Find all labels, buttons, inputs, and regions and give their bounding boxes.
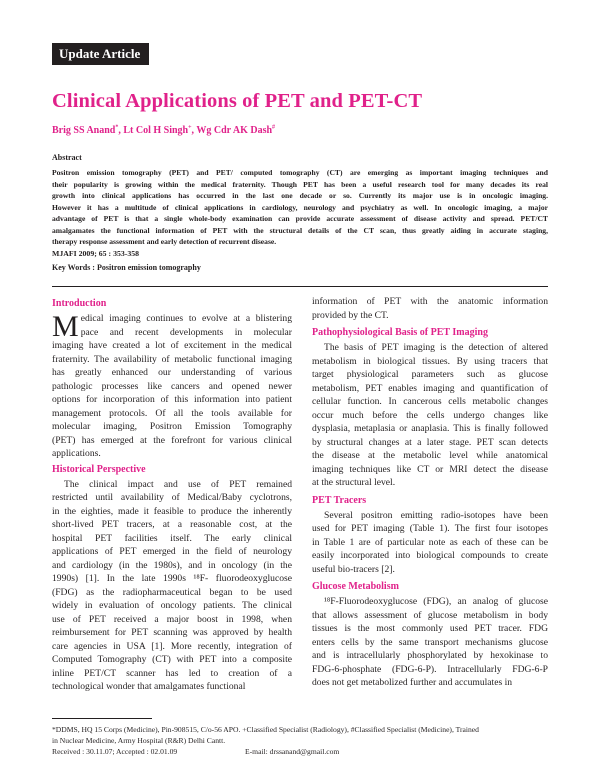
text-line: 1990s) [1]. In the late 1990s ¹⁸F- fluorodeoxyglucose bbox=[52, 573, 292, 584]
text-line: information of PET with the anatomic information bbox=[312, 296, 548, 307]
text-line: tissues is the most commonly used PET tracer. FDG bbox=[312, 623, 548, 634]
text-line: short-lived PET tracers, at a reasonable cost, at the bbox=[52, 519, 292, 530]
continued-paragraph bbox=[312, 295, 548, 322]
history-paragraph bbox=[52, 478, 292, 694]
text-line: pace and recent developments in molecular bbox=[80, 326, 292, 338]
received-dates: Received : 30.11.07; Accepted : 02.01.09 bbox=[52, 747, 178, 756]
text-line: target physiological parameters such as glucose bbox=[312, 369, 548, 380]
text-line: (FDG) as the radiopharmaceutical began to be used bbox=[52, 586, 292, 598]
article-type-badge: Update Article bbox=[52, 43, 149, 65]
text-line: The basis of PET imaging is the detection of altered bbox=[324, 342, 548, 353]
section-heading-pet-tracers: PET Tracers bbox=[312, 494, 367, 506]
drop-cap: M bbox=[52, 310, 79, 343]
section-heading-historical: Historical Perspective bbox=[52, 463, 146, 475]
text-line: The clinical impact and use of PET remained bbox=[64, 478, 292, 490]
text-line: metabolism in biological tissues. By using tracers that bbox=[312, 355, 548, 367]
text-line: pathologic processes like cancers and opened newer bbox=[52, 380, 292, 392]
text-line: and cardiology (in the 1980s), and in oncology (in the bbox=[52, 559, 292, 571]
text-line: growth into clinical applications has occurred in the last one decade or so. Currently its major use is in oncologic imaging. bbox=[52, 191, 548, 200]
glucose-paragraph bbox=[312, 595, 548, 690]
section-heading-glucose: Glucose Metabolism bbox=[312, 581, 399, 592]
text-line: technological wonder that amalgamates functional bbox=[52, 681, 246, 692]
text-line: ¹⁸F-Fluorodeoxyglucose (FDG), an analog of glucose bbox=[324, 596, 548, 607]
abstract-heading: Abstract bbox=[52, 153, 82, 162]
text-line: widely in evaluation of oncology patients. The clinical bbox=[52, 600, 292, 611]
abstract-body bbox=[52, 167, 548, 248]
text-line: useful bio-tracers [2]. bbox=[312, 563, 395, 575]
divider bbox=[52, 286, 548, 287]
text-line: FDG-6-phosphate (FDG-6-P). Intracellularly FDG-6-P bbox=[312, 663, 548, 675]
text-line: care agencies in USA [1]. More recently, integration of bbox=[52, 640, 292, 652]
text-line: applications of PET emerged in the field of neurology bbox=[52, 546, 292, 557]
text-line: in the eighties, made it feasible to produce the inherently bbox=[52, 505, 292, 517]
text-line: Several positron emitting radio-isotopes have been bbox=[324, 509, 548, 521]
text-line: enters cells by the same transport mechanisms glucose bbox=[312, 636, 548, 648]
text-line: management protocols. Of all the tools available for bbox=[52, 407, 292, 419]
citation: MJAFI 2009; 65 : 353-358 bbox=[52, 249, 140, 258]
text-line: reimbursement for PET scanning was approved by health bbox=[52, 627, 292, 638]
footnote-divider bbox=[52, 718, 152, 719]
keywords: Key Words : Positron emission tomography bbox=[52, 263, 201, 272]
footnote-affiliations: *DDMS, HQ 15 Corps (Medicine), Pin-908515, C/o-56 APO. +Classified Specialist (Radiology), #Classified Specialist (Medicine), Trained in Nuclear Medicine, Army Hospital (R&R) Delhi Cantt. bbox=[52, 725, 479, 745]
text-line: edical imaging continues to evolve at a blistering bbox=[80, 313, 292, 324]
text-line: does not get metabolized further and accumulates in bbox=[312, 677, 513, 688]
left-column bbox=[52, 295, 292, 694]
text-line: cellular function. In cancerous cells metabolic changes bbox=[312, 396, 548, 407]
text-line: amalgamates the functional information of PET with the structural details of the CT scan, thus greatly aiding in accurate staging, bbox=[52, 225, 548, 235]
text-line: at the structural level. bbox=[312, 477, 396, 488]
text-line: fraternity. The availability of metabolic functional imaging bbox=[52, 353, 292, 365]
text-line: and is intracellularly phosphorylated by hexokinase to bbox=[312, 650, 548, 661]
text-line: their popularity is growing within the medical fraternity. Though PET has been a useful research tool for many decades its real bbox=[52, 179, 548, 189]
text-line: used for PET imaging (Table 1). The first four isotopes bbox=[312, 523, 548, 534]
text-line: inline PET/CT scanner has led to creation of a bbox=[52, 667, 292, 679]
text-line: therapy response assessment and early detection of recurrent disease. bbox=[52, 237, 277, 246]
authors: Brig SS Anand*, Lt Col H Singh+, Wg Cdr AK Dash# bbox=[52, 124, 276, 136]
text-line: easily incorporated into biological compounds to create bbox=[312, 550, 548, 561]
text-line: options for incorporation of this information into patient bbox=[52, 394, 292, 405]
text-line: in Table 1 are of particular note as each of these can be bbox=[312, 536, 548, 548]
text-line: advantage of PET is that a single whole-body examination can provide accurate assessment of disease activity and spread. PET/CT bbox=[52, 214, 548, 223]
text-line: by structural changes at a later stage. PET scan detects bbox=[312, 436, 548, 448]
text-line: hospital PET facilities itself. The early clinical bbox=[52, 532, 292, 544]
text-line: Positron emission tomography (PET) and PET/ computed tomography (CT) are emerging as important imaging techniques and bbox=[52, 168, 548, 177]
article-title: Clinical Applications of PET and PET-CT bbox=[52, 90, 423, 112]
text-line: (PET) has emerged at the forefront for various clinical bbox=[52, 434, 292, 446]
text-line: imaging techniques like CT or MRI detect the disease bbox=[312, 463, 548, 475]
text-line: restricted until availability of Medical/Baby cyclotrons, bbox=[52, 492, 292, 503]
patho-paragraph bbox=[312, 341, 548, 490]
text-line: imaging have created a lot of excitement in the medical bbox=[52, 340, 292, 351]
text-line: However it has a multitude of clinical applications in cardiology, neurology and psychiatry as well. In oncologic imaging, a major bbox=[52, 202, 548, 212]
text-line: Computed Tomography (CT) with PET into a composite bbox=[52, 654, 292, 665]
right-column bbox=[312, 295, 548, 690]
section-heading-pathophysiological: Pathophysiological Basis of PET Imaging bbox=[312, 327, 488, 338]
email: E-mail: drssanand@gmail.com bbox=[245, 747, 340, 756]
text-line: molecular imaging, Positron Emission Tomography bbox=[52, 421, 292, 432]
text-line: use of PET received a major boost in 1998, when bbox=[52, 613, 292, 625]
text-line: dysplasia, metaplasia or anaplasia. This is finally followed bbox=[312, 423, 548, 434]
text-line: metabolism, PET enables imaging and quantification of bbox=[312, 382, 548, 394]
intro-paragraph bbox=[52, 312, 292, 461]
tracers-paragraph bbox=[312, 509, 548, 577]
text-line: provided by the CT. bbox=[312, 309, 389, 321]
text-line: the disease at the metabolic level while anatomical bbox=[312, 450, 548, 461]
text-line: occur much before the cells undergo changes like bbox=[312, 409, 548, 421]
text-line: that allows assessment of glucose metabolism in body bbox=[312, 609, 548, 621]
section-heading-introduction: Introduction bbox=[52, 298, 107, 309]
text-line: applications. bbox=[52, 448, 101, 459]
text-line: has greatly enhanced our understanding of various bbox=[52, 367, 292, 378]
